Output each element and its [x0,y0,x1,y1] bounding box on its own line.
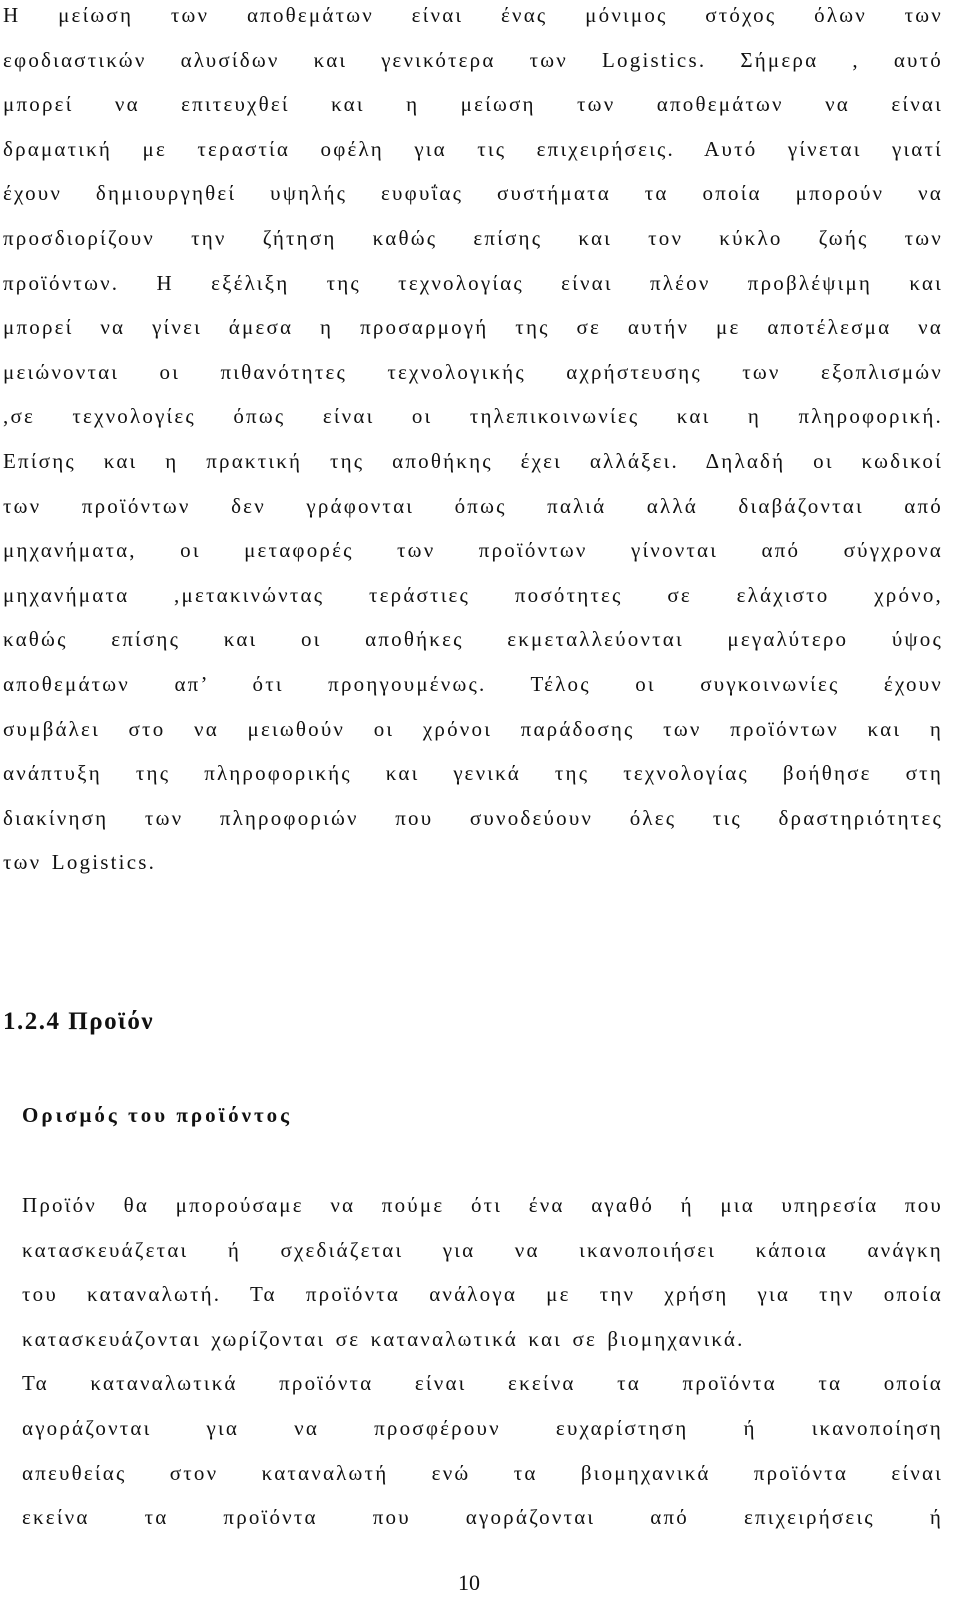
text-line: προσδιορίζουν την ζήτηση καθώς επίσης και τον κύκλο ζωής των [3,225,943,250]
paragraph-product-definition [22,1183,943,1540]
text-line: καθώς επίσης και οι αποθήκες εκμεταλλεύονται μεγαλύτερο ύψος [3,627,943,652]
text-line: των Logistics. [3,850,157,875]
paragraph-inventory-reduction [3,0,943,885]
section-heading: 1.2.4 Προϊόν [3,1008,154,1035]
text-line: διακίνηση των πληροφοριών που συνοδεύουν όλες τις δραστηριότητες [3,805,943,830]
text-line: Προϊόν θα μπορούσαμε να πούμε ότι ένα αγαθό ή μια υπηρεσία που [22,1193,943,1217]
subheading: Ορισμός του προϊόντος [22,1103,293,1127]
text-line: ανάπτυξη της πληροφορικής και γενικά της τεχνολογίας βοήθησε στη [3,761,943,786]
text-line: κατασκευάζεται ή σχεδιάζεται για να ικανοποιήσει κάποια ανάγκη [22,1237,943,1262]
text-line: Η μείωση των αποθεμάτων είναι ένας μόνιμος στόχος όλων των [3,3,943,27]
text-line: έχουν δημιουργηθεί υψηλής ευφυΐας συστήματα τα οποία μπορούν να [3,181,943,206]
text-line: απευθείας στον καταναλωτή ενώ τα βιομηχανικά προϊόντα είναι [22,1460,943,1485]
page-number: 10 [458,1570,480,1595]
text-line: μηχανήματα ,μετακινώντας τεράστιες ποσότητες σε ελάχιστο χρόνο, [3,582,943,607]
text-line: συμβάλει στο να μειωθούν οι χρόνοι παράδοσης των προϊόντων και η [3,716,943,741]
text-line: εκείνα τα προϊόντα που αγοράζονται από επιχειρήσεις ή [22,1505,943,1530]
text-line: ,σε τεχνολογίες όπως είναι οι τηλεπικοινωνίες και η πληροφορική. [3,404,943,429]
text-line: δραματική με τεραστία οφέλη για τις επιχειρήσεις. Αυτό γίνεται γιατί [3,136,943,161]
text-line: αγοράζονται για να προσφέρουν ευχαρίστηση ή ικανοποίηση [22,1415,943,1440]
text-line: των προϊόντων δεν γράφονται όπως παλιά αλλά διαβάζονται από [3,493,943,518]
text-line: Επίσης και η πρακτική της αποθήκης έχει αλλάξει. Δηλαδή οι κωδικοί [3,448,943,473]
text-line: εφοδιαστικών αλυσίδων και γενικότερα των Logistics. Σήμερα , αυτό [3,47,943,72]
text-line: μπορεί να γίνει άμεσα η προσαρμογή της σε αυτήν με αποτέλεσμα να [3,315,943,340]
text-line: Τα καταναλωτικά προϊόντα είναι εκείνα τα προϊόντα τα οποία [22,1371,943,1396]
text-line: κατασκευάζονται χωρίζονται σε καταναλωτικά και σε βιομηχανικά. [22,1326,745,1351]
text-line: μειώνονται οι πιθανότητες τεχνολογικής αχρήστευσης των εξοπλισμών [3,359,943,384]
text-line: του καταναλωτή. Τα προϊόντα ανάλογα με την χρήση για την οποία [22,1282,943,1307]
text-line: μηχανήματα, οι μεταφορές των προϊόντων γίνονται από σύγχρονα [3,538,943,563]
text-line: προϊόντων. Η εξέλιξη της τεχνολογίας είναι πλέον προβλέψιμη και [3,270,943,295]
text-line: αποθεμάτων απ’ ότι προηγουμένως. Τέλος οι συγκοινωνίες έχουν [3,671,943,696]
text-line: μπορεί να επιτευχθεί και η μείωση των αποθεμάτων να είναι [3,92,943,117]
